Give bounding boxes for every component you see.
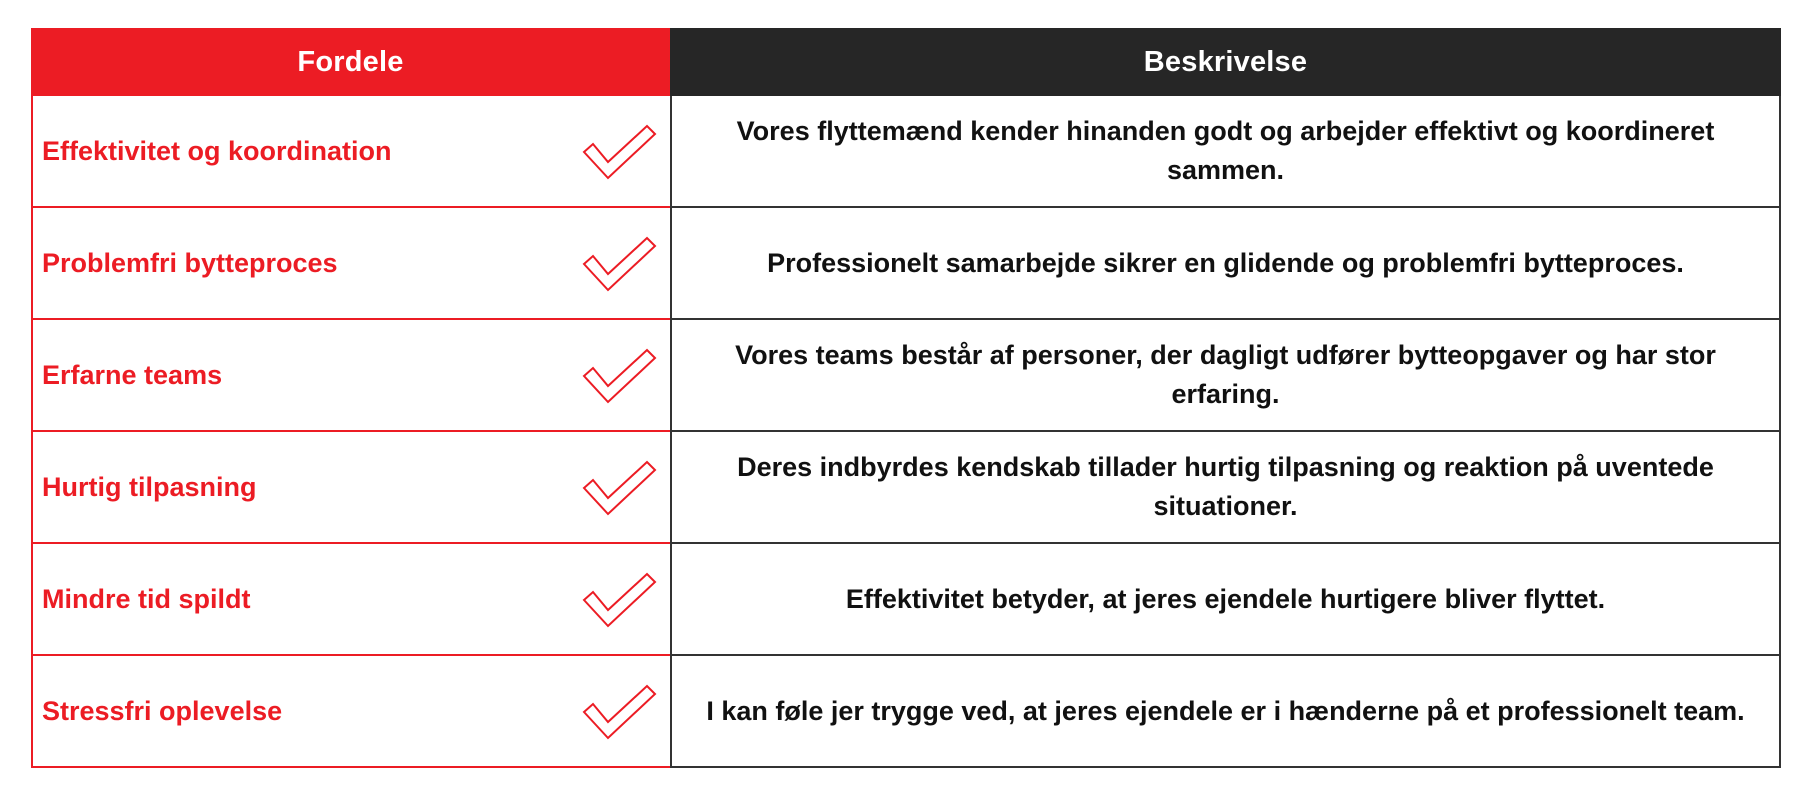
- description-cell: [670, 656, 1781, 768]
- description-text: I kan føle jer trygge ved, at jeres ejendele er i hænderne på et professionelt team.: [706, 695, 1745, 726]
- checkmark-icon: [581, 124, 657, 180]
- benefit-cell: [31, 432, 670, 544]
- benefit-cell: [31, 96, 670, 208]
- table-row: [31, 208, 1781, 320]
- table-row: [31, 544, 1781, 656]
- description-text: Vores flyttemænd kender hinanden godt og arbejder effektivt og koordineret sammen.: [736, 116, 1715, 185]
- benefits-table: [31, 28, 1781, 768]
- table-row: [31, 96, 1781, 208]
- benefit-cell: [31, 544, 670, 656]
- description-cell: [670, 544, 1781, 656]
- header-fordele: Fordele: [31, 28, 670, 96]
- description-text: Deres indbyrdes kendskab tillader hurtig tilpasning og reaktion på uventede situationer.: [737, 452, 1714, 521]
- checkmark-icon: [581, 572, 657, 628]
- checkmark-icon: [581, 684, 657, 740]
- benefit-cell: [31, 320, 670, 432]
- description-cell: [670, 208, 1781, 320]
- description-text: Effektivitet betyder, at jeres ejendele hurtigere bliver flyttet.: [845, 583, 1606, 614]
- benefit-label: Effektivitet og koordination: [42, 135, 392, 166]
- benefit-cell: [31, 656, 670, 768]
- description-cell: [670, 96, 1781, 208]
- description-text: Professionelt samarbejde sikrer en glidende og problemfri bytteproces.: [767, 247, 1684, 278]
- checkmark-icon: [581, 460, 657, 516]
- description-cell: [670, 432, 1781, 544]
- table-header: [31, 28, 1781, 96]
- header-beskrivelse: Beskrivelse: [670, 28, 1781, 96]
- benefit-label: Problemfri bytteproces: [42, 247, 338, 278]
- table-row: [31, 656, 1781, 768]
- benefit-label: Stressfri oplevelse: [42, 695, 283, 726]
- description-text: Vores teams består af personer, der dagligt udfører bytteopgaver og har stor erfaring.: [735, 340, 1716, 409]
- description-cell: [670, 320, 1781, 432]
- table-body: [31, 96, 1781, 768]
- benefit-cell: [31, 208, 670, 320]
- benefit-label: Hurtig tilpasning: [42, 471, 257, 502]
- table-row: [31, 432, 1781, 544]
- benefit-label: Mindre tid spildt: [42, 583, 251, 614]
- table-row: [31, 320, 1781, 432]
- benefit-label: Erfarne teams: [42, 359, 223, 390]
- checkmark-icon: [581, 348, 657, 404]
- checkmark-icon: [581, 236, 657, 292]
